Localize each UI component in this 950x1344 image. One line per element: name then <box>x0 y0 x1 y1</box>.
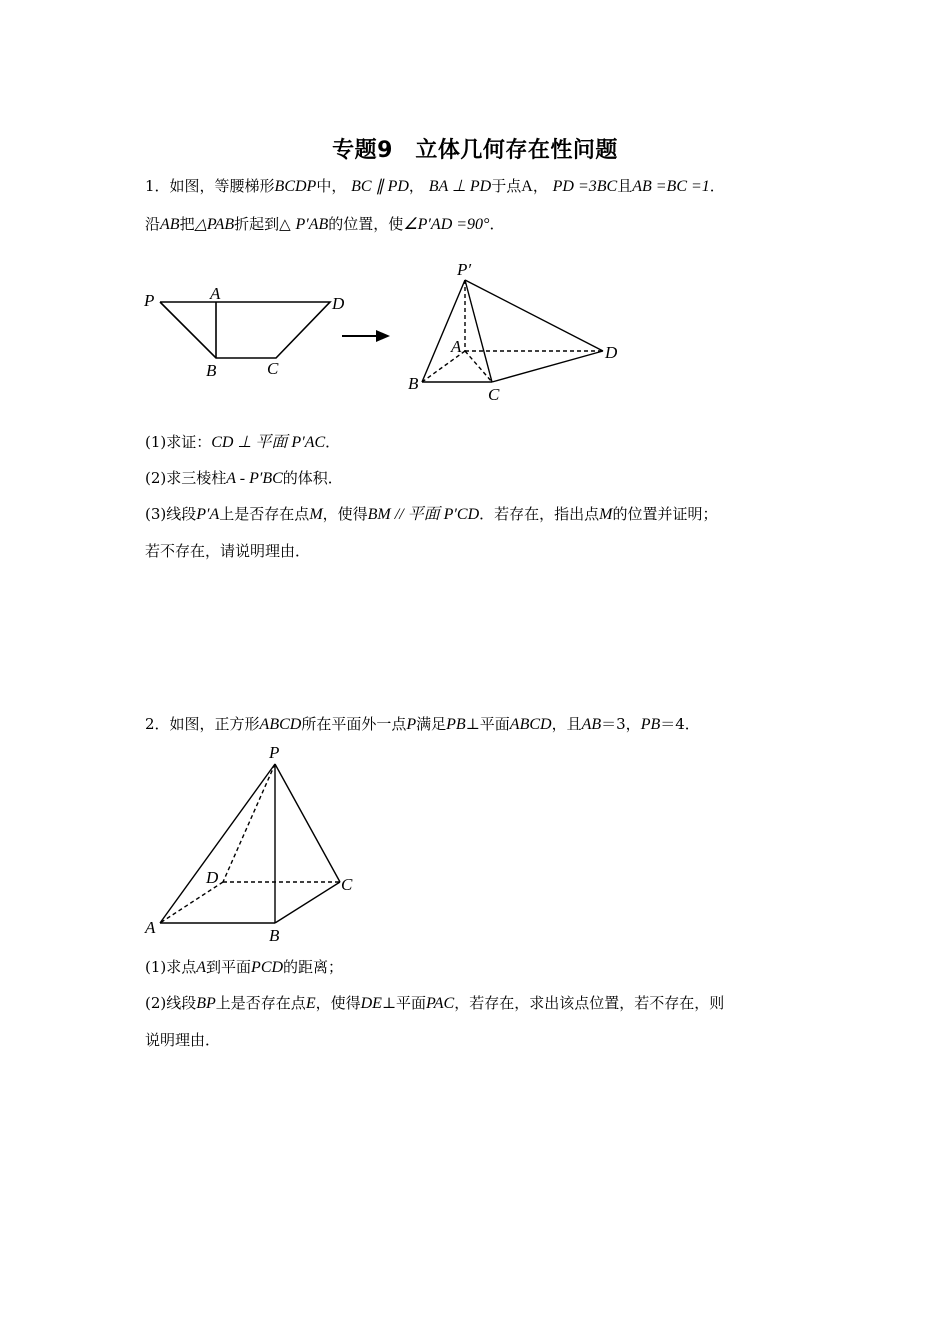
text: (2)线段 <box>145 994 197 1012</box>
text: 所在平面外一点 <box>301 715 407 733</box>
label-b: B <box>408 374 419 393</box>
math: AB <box>581 716 602 733</box>
p2-statement <box>145 713 700 736</box>
label-p: P <box>144 291 155 310</box>
text: (2)求三棱柱 <box>145 469 227 487</box>
text: ． <box>709 177 725 195</box>
label-a: A <box>145 918 156 937</box>
text: ，使得 <box>315 994 361 1012</box>
math: A <box>521 178 533 195</box>
text: ．若存在，指出点 <box>479 505 600 523</box>
text: 且 <box>617 177 633 195</box>
text: 沿 <box>145 215 161 233</box>
edge-cd <box>492 351 603 382</box>
math: PAC <box>426 995 455 1012</box>
math: PB <box>446 716 466 733</box>
p1-statement-line1 <box>145 175 725 198</box>
text: 1．如图，等腰梯形 <box>145 177 275 195</box>
math: P <box>406 716 417 733</box>
math: AB <box>160 216 180 233</box>
text: ，使得 <box>322 505 368 523</box>
text: ⊥平面 <box>381 994 427 1012</box>
text: 满足 <box>416 715 447 733</box>
label-c: C <box>267 359 279 378</box>
text: 上是否存在点 <box>215 994 306 1012</box>
text: 于点 <box>491 177 522 195</box>
math: P′AB <box>295 216 329 233</box>
math: DE <box>360 995 382 1012</box>
label-a: A <box>210 284 221 303</box>
label-a: A <box>451 337 462 356</box>
arrow-icon <box>342 330 390 342</box>
text: 的距离； <box>283 958 344 976</box>
math: PCD <box>251 959 284 976</box>
text: ． <box>325 433 341 451</box>
text: 把 <box>179 215 195 233</box>
math: ∠P′AD =90° <box>403 216 490 233</box>
text: 中， <box>316 177 347 195</box>
text: 的位置并证明； <box>612 505 718 523</box>
text: 折起到△ <box>234 215 291 233</box>
edge-pc <box>275 764 340 882</box>
edge-pb <box>422 280 465 382</box>
pyramid-figure <box>160 764 340 923</box>
math: A - P′BC <box>226 470 283 487</box>
trapezoid-outline <box>160 302 330 358</box>
label-d: D <box>605 343 618 362</box>
p1-question-3-line1 <box>145 503 718 526</box>
math: BCDP <box>274 178 317 195</box>
p1-question-1 <box>145 431 340 454</box>
math: AB =BC =1 <box>632 178 710 195</box>
text: ， <box>532 177 548 195</box>
math: A <box>196 959 207 976</box>
math: △PAB <box>194 216 235 233</box>
label-p: P <box>269 743 280 762</box>
text: 的体积． <box>282 469 343 487</box>
math: BC ∥ PD <box>351 178 409 195</box>
text: ，若存在，求出该点位置，若不存在，则 <box>454 994 725 1012</box>
p2-question-2-line1 <box>145 992 724 1015</box>
text: ，且 <box>551 715 582 733</box>
text: ＝4． <box>660 715 700 733</box>
math: M <box>309 506 323 523</box>
math: ABCD <box>259 716 302 733</box>
math: P′A <box>196 506 220 523</box>
label-d: D <box>332 294 345 313</box>
text: ⊥平面 <box>465 715 510 733</box>
edge-pd <box>223 764 275 882</box>
edge-pd <box>465 280 603 351</box>
p1-question-2 <box>145 467 343 490</box>
text: 上是否存在点 <box>219 505 310 523</box>
trapezoid-figure <box>160 302 330 358</box>
text: 2．如图，正方形 <box>145 715 260 733</box>
label-b: B <box>269 926 280 945</box>
math: ABCD <box>509 716 552 733</box>
p2-question-1 <box>145 956 343 979</box>
p2-question-2-line2: 说明理由． <box>145 1031 221 1049</box>
math: BP <box>196 995 216 1012</box>
math: BM // 平面 P′CD <box>367 506 480 523</box>
edge-bc <box>275 882 340 923</box>
label-b: B <box>206 361 217 380</box>
text: (3)线段 <box>145 505 197 523</box>
p2-figure <box>140 742 370 947</box>
math: PD =3BC <box>552 178 618 195</box>
edge-da <box>160 882 223 923</box>
text: ． <box>489 215 505 233</box>
label-c: C <box>488 385 500 404</box>
text: ， <box>408 177 424 195</box>
edge-pa <box>160 764 275 923</box>
text: (1)求点 <box>145 958 197 976</box>
label-p-prime: P′ <box>457 260 472 279</box>
label-c: C <box>341 875 353 894</box>
tetrahedron-figure <box>422 280 603 382</box>
math: E <box>305 995 316 1012</box>
p1-statement-line2 <box>145 213 504 236</box>
math: M <box>599 506 613 523</box>
text: 到平面 <box>206 958 252 976</box>
text: (1)求证： <box>145 433 212 451</box>
math: CD ⊥ 平面 P′AC <box>211 434 326 451</box>
text: ＝3， <box>601 715 641 733</box>
math: BA ⊥ PD <box>428 178 492 195</box>
p1-figure <box>140 255 650 405</box>
p1-question-3-line2: 若不存在，请说明理由． <box>145 542 311 560</box>
edge-pc <box>465 280 492 382</box>
text: 的位置，使 <box>328 215 404 233</box>
math: PB <box>640 716 661 733</box>
page-title: 专题9 立体几何存在性问题 <box>332 138 618 163</box>
label-d: D <box>206 868 219 887</box>
